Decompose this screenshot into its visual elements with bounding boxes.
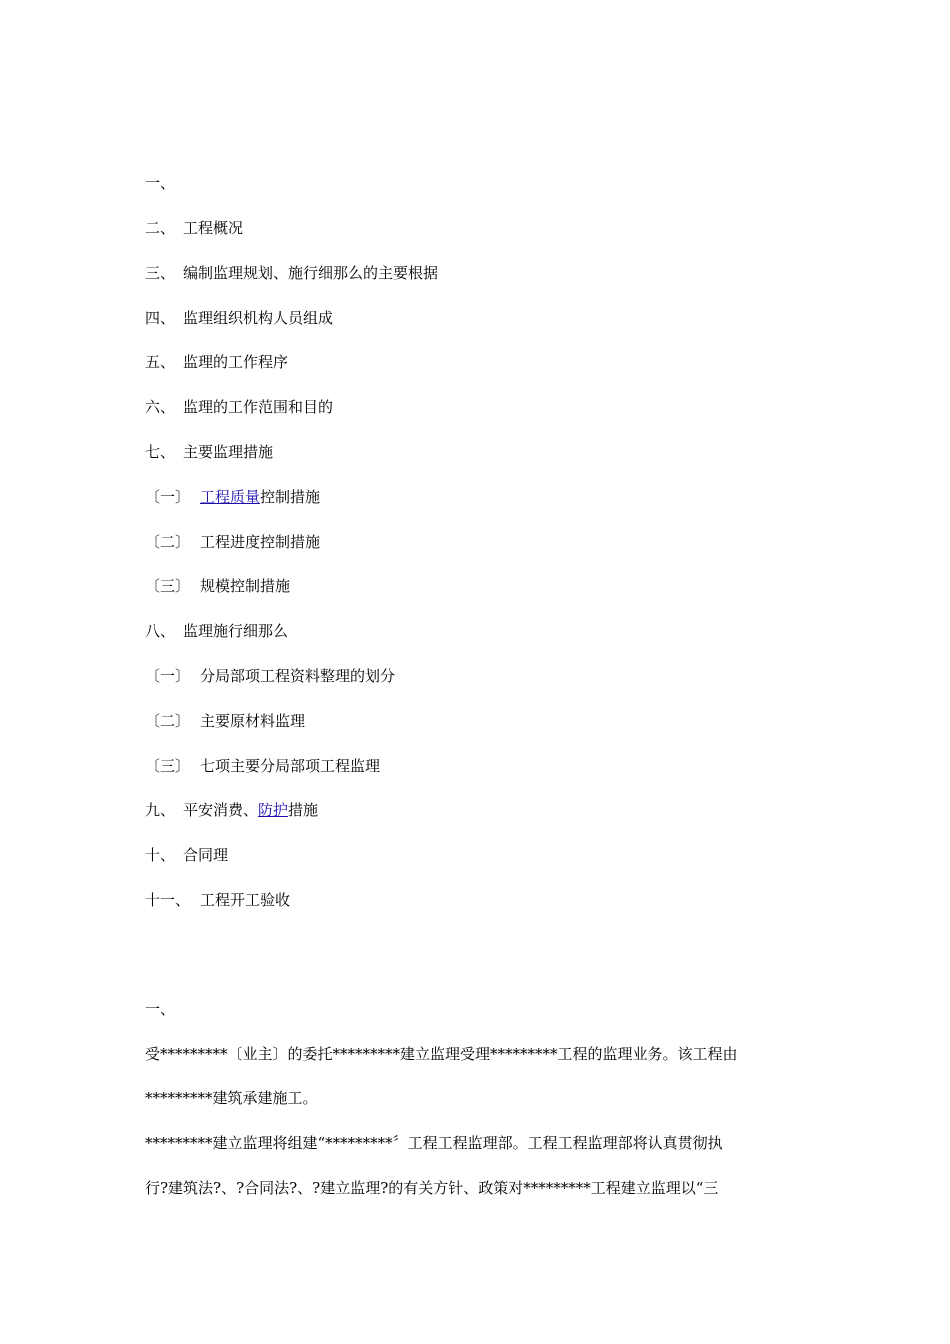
- toc-subitem: [145, 532, 320, 552]
- toc-text: 监理的工作范围和目的: [183, 398, 334, 416]
- toc-text: 监理组织机构人员组成: [183, 309, 334, 327]
- toc-text: 工程概况: [183, 219, 244, 237]
- toc-text: 编制监理规划、施行细那么的主要根据: [183, 264, 439, 282]
- toc-subitem: [145, 576, 290, 596]
- toc-text: 监理施行细那么: [183, 622, 289, 640]
- toc-item: [145, 800, 318, 820]
- toc-number: 十、: [145, 846, 176, 864]
- toc-item: [145, 621, 288, 641]
- toc-item: [145, 308, 333, 328]
- body-paragraph-line: 受*********〔业主〕的委托*********建立监理受理*********工程的监理业务。该工程由: [145, 1045, 738, 1063]
- toc-number: 三、: [145, 264, 176, 282]
- toc-number: 六、: [145, 398, 176, 416]
- toc-number: 二、: [145, 219, 176, 237]
- toc-text: 主要监理措施: [183, 443, 274, 461]
- toc-text: 控制措施: [260, 488, 321, 506]
- toc-text: 七项主要分局部项工程监理: [200, 757, 381, 775]
- toc-text: 平安消费、: [183, 801, 259, 819]
- toc-number: 十一、: [145, 891, 191, 909]
- toc-item: [145, 173, 183, 193]
- toc-subitem: [145, 711, 305, 731]
- toc-item: [145, 397, 333, 417]
- toc-text: 规模控制措施: [200, 577, 291, 595]
- toc-number: 〔一〕: [145, 667, 191, 685]
- toc-number: 〔三〕: [145, 577, 191, 595]
- toc-number: 〔二〕: [145, 712, 191, 730]
- toc-item: [145, 218, 243, 238]
- body-paragraph-line: *********建筑承建施工。: [145, 1089, 318, 1107]
- toc-number: 九、: [145, 801, 176, 819]
- toc-text: 措施: [288, 801, 319, 819]
- toc-number: 〔一〕: [145, 488, 191, 506]
- toc-text: 主要原材料监理: [200, 712, 306, 730]
- toc-text: 监理的工作程序: [183, 353, 289, 371]
- toc-text: 工程开工验收: [200, 891, 291, 909]
- toc-item: [145, 263, 438, 283]
- toc-subitem: [145, 487, 320, 507]
- toc-item: [145, 352, 288, 372]
- section-heading: 一、: [145, 1000, 176, 1018]
- toc-item: [145, 845, 228, 865]
- quality-link[interactable]: 工程质量: [200, 488, 261, 506]
- body-paragraph-line: 行?建筑法?、?合同法?、?建立监理?的有关方针、政策对*********工程建立监理以“三: [145, 1179, 719, 1197]
- toc-number: 八、: [145, 622, 176, 640]
- toc-subitem: [145, 666, 395, 686]
- toc-item: [145, 442, 273, 462]
- toc-number: 〔二〕: [145, 533, 191, 551]
- toc-number: 〔三〕: [145, 757, 191, 775]
- toc-text: 合同理: [183, 846, 229, 864]
- toc-item: [145, 890, 290, 910]
- toc-text: 工程进度控制措施: [200, 533, 321, 551]
- toc-number: 四、: [145, 309, 176, 327]
- toc-number: 五、: [145, 353, 176, 371]
- toc-text: 分局部项工程资料整理的划分: [200, 667, 396, 685]
- toc-number: 七、: [145, 443, 176, 461]
- protection-link[interactable]: 防护: [258, 801, 289, 819]
- toc-subitem: [145, 756, 380, 776]
- toc-number: 一、: [145, 174, 176, 192]
- body-paragraph-line: *********建立监理将组建“*********〞工程工程监理部。工程工程监理部将认真贯彻执: [145, 1134, 723, 1152]
